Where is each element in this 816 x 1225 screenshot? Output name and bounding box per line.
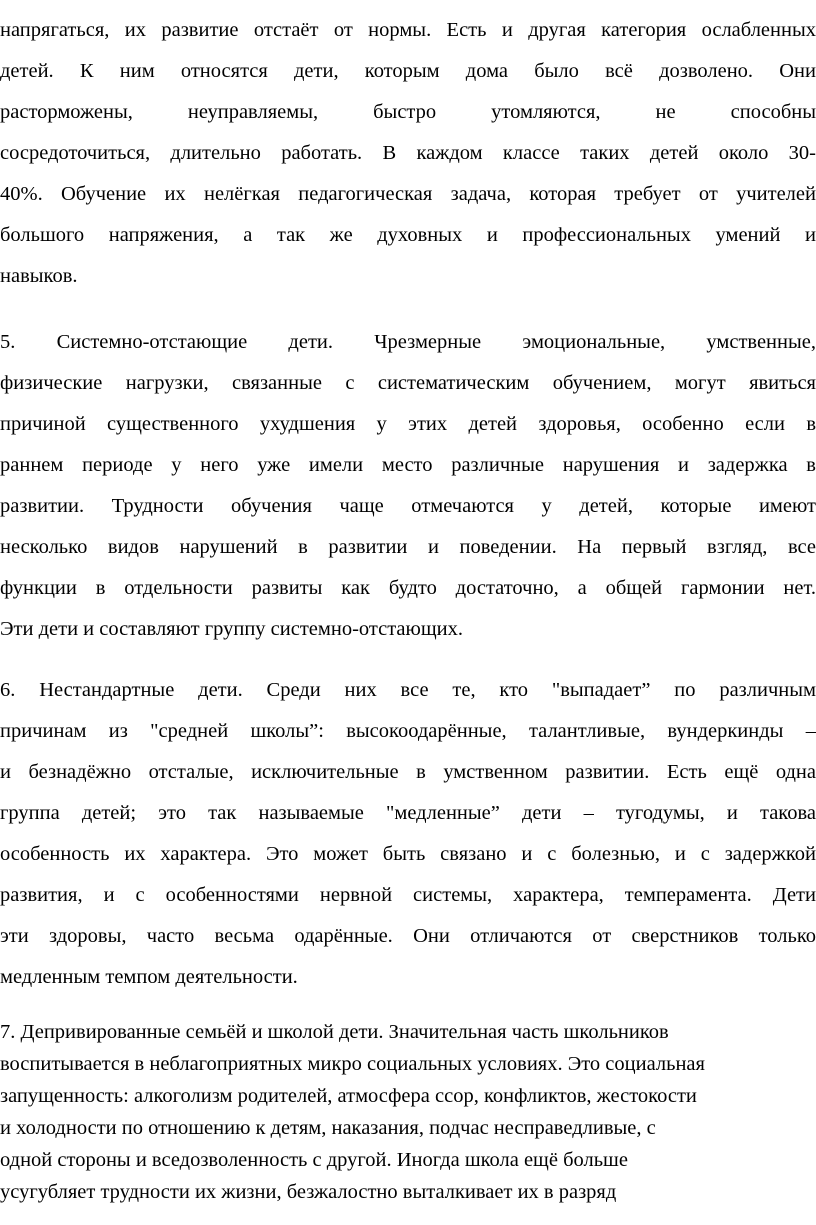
text-line: функции в отдельности развиты как будто достаточно, а общей гармонии нет. <box>0 577 816 599</box>
paragraph-continuation-4 <box>0 10 816 297</box>
text-line: физические нагрузки, связанные с систематическим обучением, могут явиться <box>0 372 816 394</box>
paragraph-item-5 <box>0 322 816 650</box>
text-line: навыков. <box>0 265 78 287</box>
text-line: несколько видов нарушений в развитии и поведении. На первый взгляд, все <box>0 536 816 558</box>
text-line: расторможены, неуправляемы, быстро утомляются, не способны <box>0 101 816 123</box>
text-line: причинам из "средней школы”: высокоодарённые, талантливые, вундеркинды – <box>0 720 816 742</box>
text-line: раннем периоде у него уже имели место различные нарушения и задержка в <box>0 454 816 476</box>
text-line: особенность их характера. Это может быть связано и с болезнью, и с задержкой <box>0 843 816 865</box>
text-line: 40%. Обучение их нелёгкая педагогическая задача, которая требует от учителей <box>0 183 816 205</box>
text-line: и безнадёжно отсталые, исключительные в умственном развитии. Есть ещё одна <box>0 761 816 783</box>
text-line: 6. Нестандартные дети. Среди них все те, кто "выпадает” по различным <box>0 679 816 701</box>
text-line: развитии. Трудности обучения чаще отмечаются у детей, которые имеют <box>0 495 816 517</box>
text-line: группа детей; это так называемые "медленные” дети – тугодумы, и такова <box>0 802 816 824</box>
paragraph-item-6 <box>0 670 816 998</box>
text-line: воспитывается в неблагоприятных микро социальных условиях. Это социальная <box>0 1053 705 1075</box>
text-line: причиной существенного ухудшения у этих детей здоровья, особенно если в <box>0 413 816 435</box>
text-line: 7. Депривированные семьёй и школой дети. Значительная часть школьников <box>0 1021 669 1043</box>
text-line: Эти дети и составляют группу системно-отстающих. <box>0 618 463 640</box>
text-line: и холодности по отношению к детям, наказания, подчас несправедливые, с <box>0 1117 656 1139</box>
text-line: медленным темпом деятельности. <box>0 966 298 988</box>
text-line: развития, и с особенностями нервной системы, характера, темперамента. Дети <box>0 884 816 906</box>
text-line: запущенность: алкоголизм родителей, атмосфера ссор, конфликтов, жестокости <box>0 1085 697 1107</box>
text-line: большого напряжения, а так же духовных и профессиональных умений и <box>0 224 816 246</box>
text-line: сосредоточиться, длительно работать. В каждом классе таких детей около 30- <box>0 142 816 164</box>
text-line: детей. К ним относятся дети, которым дома было всё дозволено. Они <box>0 60 816 82</box>
text-line: эти здоровы, часто весьма одарённые. Они отличаются от сверстников только <box>0 925 816 947</box>
text-line: усугубляет трудности их жизни, безжалостно выталкивает их в разряд <box>0 1181 617 1203</box>
paragraph-item-7 <box>0 1016 816 1208</box>
text-line: одной стороны и вседозволенность с другой. Иногда школа ещё больше <box>0 1149 628 1171</box>
text-line: напрягаться, их развитие отстаёт от нормы. Есть и другая категория ослабленных <box>0 19 816 41</box>
text-line: 5. Системно-отстающие дети. Чрезмерные эмоциональные, умственные, <box>0 331 816 353</box>
